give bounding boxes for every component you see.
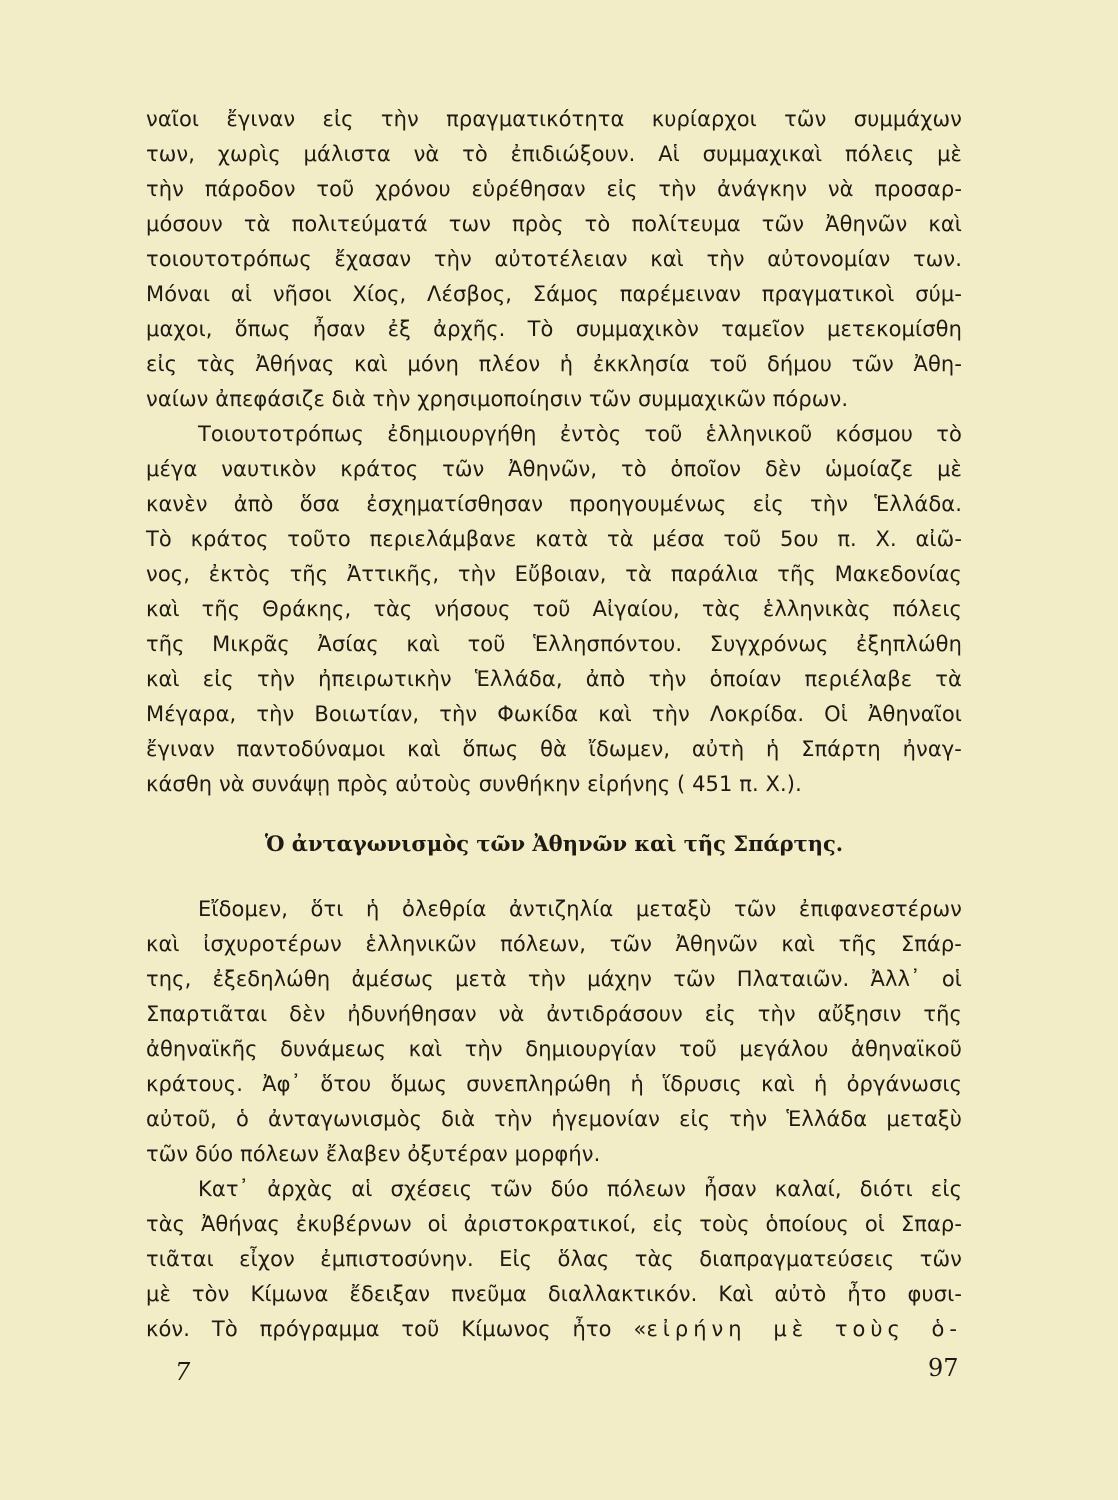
page-number: 97 [928, 1354, 959, 1382]
text-line: τὰς Ἀθήνας ἐκυβέρνων οἱ ἀριστοκρατικοί, εἰς τοὺς ὁποίους οἱ Σπαρ- [146, 1212, 962, 1236]
signature-mark: 7 [175, 1358, 191, 1386]
text-line: κράτους. Ἀφ᾽ ὅτου ὅμως συνεπληρώθη ἡ ἵδρυσις καὶ ἡ ὀργάνωσις [146, 1072, 962, 1096]
text-line: Κατ᾽ ἀρχὰς αἱ σχέσεις τῶν δύο πόλεων ἦσαν καλαί, διότι εἰς [198, 1177, 962, 1201]
text-line: μέγα ναυτικὸν κράτος τῶν Ἀθηνῶν, τὸ ὁποῖον δὲν ὡμοίαζε μὲ [146, 457, 962, 481]
text-line: αὐτοῦ, ὁ ἀνταγωνισμὸς διὰ τὴν ἡγεμονίαν εἰς τὴν Ἑλλάδα μεταξὺ [146, 1107, 962, 1131]
text-line: μαχοι, ὅπως ἦσαν ἐξ ἀρχῆς. Τὸ συμμαχικὸν ταμεῖον μετεκομίσθη [146, 317, 962, 341]
text-line: καὶ τῆς Θράκης, τὰς νήσους τοῦ Αἰγαίου, τὰς ἑλληνικὰς πόλεις [146, 597, 962, 621]
text-line: καὶ ἰσχυροτέρων ἑλληνικῶν πόλεων, τῶν Ἀθηνῶν καὶ τῆς Σπάρ- [146, 932, 962, 956]
text-line: Σπαρτιᾶται δὲν ἠδυνήθησαν νὰ ἀντιδράσουν εἰς τὴν αὔξησιν τῆς [146, 1002, 962, 1026]
text-line: καὶ εἰς τὴν ἠπειρωτικὴν Ἑλλάδα, ἀπὸ τὴν ὁποίαν περιέλαβε τὰ [146, 667, 962, 691]
text-line: τὴν πάροδον τοῦ χρόνου εὑρέθησαν εἰς τὴν ἀνάγκην νὰ προσαρ- [146, 177, 962, 201]
text-line: των, χωρὶς μάλιστα νὰ τὸ ἐπιδιώξουν. Αἱ συμμαχικαὶ πόλεις μὲ [146, 142, 962, 166]
text-line: ναίων ἀπεφάσιζε διὰ τὴν χρησιμοποίησιν τῶν συμμαχικῶν πόρων. [146, 387, 849, 411]
text-line [146, 1312, 962, 1347]
text-line: νος, ἐκτὸς τῆς Ἀττικῆς, τὴν Εὔβοιαν, τὰ παράλια τῆς Μακεδονίας [146, 562, 962, 586]
upper-text-block [146, 102, 962, 802]
text-line: μὲ τὸν Κίμωνα ἔδειξαν πνεῦμα διαλλακτικόν. Καὶ αὐτὸ ἦτο φυσι- [146, 1282, 962, 1306]
text-line-start: κόν. Τὸ πρόγραμμα τοῦ Κίμωνος ἦτο « [146, 1317, 647, 1341]
text-line: τιᾶται εἶχον ἐμπιστοσύνην. Εἰς ὅλας τὰς διαπραγματεύσεις τῶν [146, 1247, 962, 1271]
text-line: Τοιουτοτρόπως ἐδημιουργήθη ἐντὸς τοῦ ἑλληνικοῦ κόσμου τὸ [198, 422, 962, 446]
text-line: τοιουτοτρόπως ἔχασαν τὴν αὐτοτέλειαν καὶ τὴν αὐτονομίαν των. [146, 247, 962, 271]
text-line: ἔγιναν παντοδύναμοι καὶ ὅπως θὰ ἴδωμεν, αὐτὴ ἡ Σπάρτη ἠναγ- [146, 737, 962, 761]
text-line: Τὸ κράτος τοῦτο περιελάμβανε κατὰ τὰ μέσα τοῦ 5ου π. Χ. αἰῶ- [146, 527, 962, 551]
text-line: ναῖοι ἔγιναν εἰς τὴν πραγματικότητα κυρίαρχοι τῶν συμμάχων [146, 107, 962, 131]
text-line: κάσθη νὰ συνάψῃ πρὸς αὐτοὺς συνθήκην εἰρήνης ( 451 π. Χ.). [146, 772, 802, 796]
text-line: τῶν δύο πόλεων ἔλαβεν ὀξυτέραν μορφήν. [146, 1142, 601, 1166]
text-line: κανὲν ἀπὸ ὅσα ἐσχηματίσθησαν προηγουμένως εἰς τὴν Ἑλλάδα. [146, 492, 962, 516]
spaced-emphasis-text: εἰρήνη μὲ τοὺς ὁ- [646, 1317, 962, 1341]
text-line: τῆς Μικρᾶς Ἀσίας καὶ τοῦ Ἑλλησπόντου. Συγχρόνως ἐξηπλώθη [146, 632, 962, 656]
section-heading: Ὁ ἀνταγωνισμὸς τῶν Ἀθηνῶν καὶ τῆς Σπάρτης. [264, 831, 844, 856]
text-line: ἀθηναϊκῆς δυνάμεως καὶ τὴν δημιουργίαν τοῦ μεγάλου ἀθηναϊκοῦ [146, 1037, 962, 1061]
text-line: μόσουν τὰ πολιτεύματά των πρὸς τὸ πολίτευμα τῶν Ἀθηνῶν καὶ [146, 212, 962, 236]
text-line: Εἴδομεν, ὅτι ἡ ὀλεθρία ἀντιζηλία μεταξὺ τῶν ἐπιφανεστέρων [198, 897, 962, 921]
text-line: εἰς τὰς Ἀθήνας καὶ μόνη πλέον ἡ ἐκκλησία τοῦ δήμου τῶν Ἀθη- [146, 352, 962, 376]
lower-text-block [146, 892, 962, 1347]
text-line: της, ἐξεδηλώθη ἀμέσως μετὰ τὴν μάχην τῶν Πλαταιῶν. Ἀλλ᾽ οἱ [146, 967, 962, 991]
text-line: Μόναι αἱ νῆσοι Χίος, Λέσβος, Σάμος παρέμειναν πραγματικοὶ σύμ- [146, 282, 962, 306]
text-line: Μέγαρα, τὴν Βοιωτίαν, τὴν Φωκίδα καὶ τὴν Λοκρίδα. Οἱ Ἀθηναῖοι [146, 702, 962, 726]
